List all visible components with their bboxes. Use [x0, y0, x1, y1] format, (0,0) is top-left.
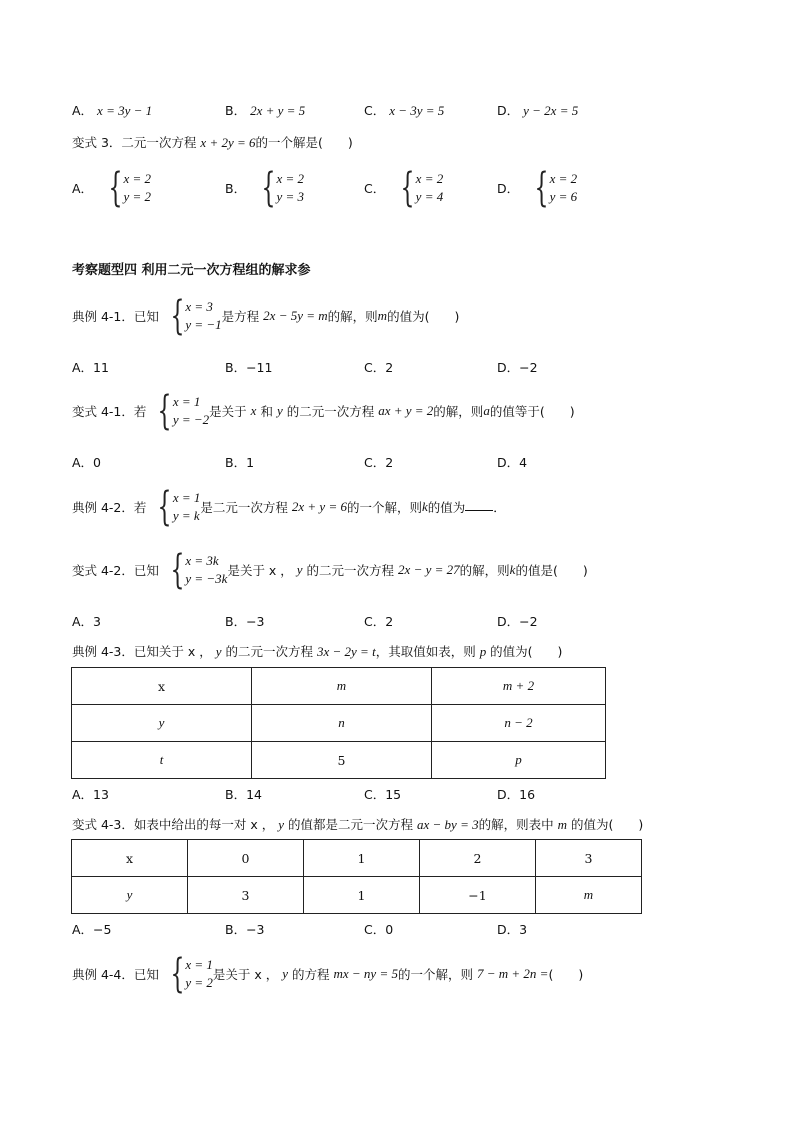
section-heading: 考察题型四 利用二元一次方程组的解求参	[72, 263, 311, 278]
table-cell: n	[252, 705, 432, 742]
option-d[interactable]: D．4	[497, 455, 528, 470]
values-table	[71, 667, 606, 779]
option-d[interactable]: D． y − 2x = 5	[497, 103, 579, 118]
option-a[interactable]: A．0	[72, 455, 102, 470]
option-b[interactable]: B．−11	[225, 360, 273, 375]
question-example-4-4: 典例 4-4．已知 { x = 1 y = 2 是关于 x ， y 的方程 mx − ny = 5的一个解，则 7 − m + 2n =( )	[72, 951, 584, 997]
table-cell: p	[432, 742, 606, 779]
option-c[interactable]: C．2	[364, 455, 394, 470]
table-cell: m	[536, 877, 642, 914]
option-b[interactable]: B． { x = 2 y = 3	[225, 165, 305, 211]
table-row	[72, 840, 642, 877]
table-cell: m	[252, 668, 432, 705]
question-variant-3: 变式 3．二元一次方程 x + 2y = 6的一个解是( )	[72, 135, 353, 150]
table-row	[72, 705, 606, 742]
table-cell: −1	[420, 877, 536, 914]
question-variant-4-3: 变式 4-3．如表中给出的每一对 x ， y 的值都是二元一次方程 ax − by = 3的解，则表中 m 的值为( )	[72, 817, 644, 832]
option-a[interactable]: A． x = 3y − 1	[72, 103, 153, 118]
option-c[interactable]: C．2	[364, 614, 394, 629]
option-c[interactable]: C．15	[364, 787, 402, 802]
table-cell: m + 2	[432, 668, 606, 705]
option-a[interactable]: A．13	[72, 787, 109, 802]
option-b[interactable]: B． 2x + y = 5	[225, 103, 306, 118]
table-cell: x	[72, 840, 188, 877]
table-cell: 3	[536, 840, 642, 877]
option-d[interactable]: D． { x = 2 y = 6	[497, 165, 578, 211]
option-b[interactable]: B．1	[225, 455, 255, 470]
question-example-4-3: 典例 4-3．已知关于 x ， y 的二元一次方程 3x − 2y = t，其取值如表，则 p 的值为( )	[72, 644, 563, 659]
table-cell: 3	[188, 877, 304, 914]
values-table	[71, 839, 642, 914]
option-b[interactable]: B．−3	[225, 614, 265, 629]
option-b[interactable]: B．14	[225, 787, 262, 802]
table-cell: 0	[188, 840, 304, 877]
table-cell: 2	[420, 840, 536, 877]
question-example-4-2: 典例 4-2．若 { x = 1 y = k 是二元一次方程 2x + y = 6的一个解，则k的值为 ．	[72, 484, 506, 530]
option-d[interactable]: D．−2	[497, 360, 538, 375]
option-c[interactable]: C． x − 3y = 5	[364, 103, 445, 118]
option-a[interactable]: A．−5	[72, 922, 112, 937]
table-cell: 1	[304, 840, 420, 877]
option-a[interactable]: A．11	[72, 360, 109, 375]
option-c[interactable]: C．2	[364, 360, 394, 375]
table-cell: x	[72, 668, 252, 705]
table-cell: 5	[252, 742, 432, 779]
option-d[interactable]: D．−2	[497, 614, 538, 629]
question-example-4-1: 典例 4-1．已知 { x = 3 y = −1 是方程 2x − 5y = m的解，则m的值为( )	[72, 293, 460, 339]
question-variant-4-1: 变式 4-1．若 { x = 1 y = −2 是关于 x 和 y 的二元一次方程 ax + y = 2的解，则a的值等于( )	[72, 388, 575, 434]
option-b[interactable]: B．−3	[225, 922, 265, 937]
question-variant-4-2: 变式 4-2．已知 { x = 3k y = −3k 是关于 x ， y 的二元一次方程 2x − y = 27的解，则k的值是( )	[72, 547, 588, 593]
table-cell: t	[72, 742, 252, 779]
option-c[interactable]: C．0	[364, 922, 394, 937]
table-cell: y	[72, 877, 188, 914]
table-row	[72, 668, 606, 705]
option-a[interactable]: A．3	[72, 614, 102, 629]
table-row	[72, 742, 606, 779]
option-d[interactable]: D．3	[497, 922, 528, 937]
answer-blank[interactable]	[465, 498, 493, 511]
table-cell: 1	[304, 877, 420, 914]
table-cell: y	[72, 705, 252, 742]
option-c[interactable]: C． { x = 2 y = 4	[364, 165, 444, 211]
option-a[interactable]: A． { x = 2 y = 2	[72, 165, 152, 211]
option-d[interactable]: D．16	[497, 787, 536, 802]
table-cell: n − 2	[432, 705, 606, 742]
table-row	[72, 877, 642, 914]
